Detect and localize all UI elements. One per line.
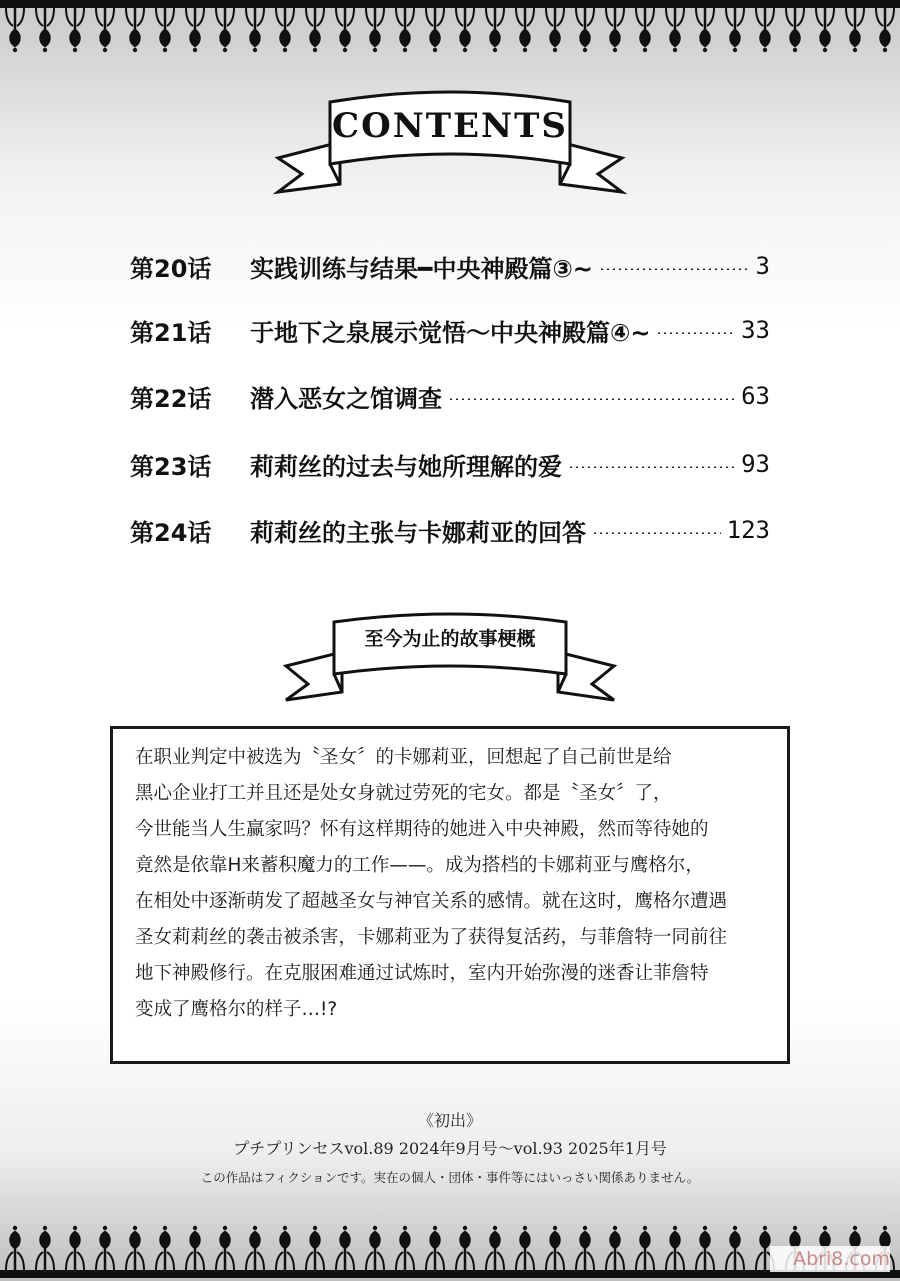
toc-chapter-number: 第24话 bbox=[130, 518, 212, 547]
publication-details: プチプリンセスvol.89 2024年9月号〜vol.93 2025年1月号 bbox=[233, 1139, 667, 1158]
fiction-disclaimer: この作品はフィクションです。実在の個人・団体・事件等にはいっさい関係ありません。 bbox=[200, 1170, 700, 1185]
toc-page-number: 123 bbox=[726, 516, 770, 544]
toc-chapter-title: 于地下之泉展示觉悟〜中央神殿篇④~ bbox=[250, 318, 651, 347]
contents-title: CONTENTS bbox=[332, 106, 568, 146]
synopsis-line: 黑心企业打工并且还是处女身就过劳死的宅女。都是〝圣女〞了， bbox=[135, 783, 672, 804]
synopsis-line: 竟然是依靠H来蓄积魔力的工作——。成为搭档的卡娜莉亚与鹰格尔， bbox=[135, 855, 704, 876]
synopsis-heading: 至今为止的故事梗概 bbox=[364, 628, 536, 650]
toc-chapter-number: 第20话 bbox=[130, 254, 212, 283]
toc-chapter-title: 莉莉丝的过去与她所理解的爱 bbox=[250, 452, 562, 481]
toc-page-number: 63 bbox=[741, 382, 770, 410]
synopsis-line: 圣女莉莉丝的袭击被杀害，卡娜莉亚为了获得复活药，与菲詹特一同前往 bbox=[135, 927, 728, 948]
synopsis-line: 在相处中逐渐萌发了超越圣女与神官关系的感情。就在这时，鹰格尔遭遇 bbox=[135, 891, 728, 912]
toc-leader-dots bbox=[568, 466, 735, 468]
toc-page-number: 33 bbox=[741, 316, 770, 344]
synopsis-box bbox=[110, 726, 790, 1064]
publication-label: 《初出》 bbox=[417, 1111, 482, 1130]
toc-chapter-title: 潜入恶女之馆调查 bbox=[250, 384, 442, 413]
toc-entry-22 bbox=[130, 378, 770, 414]
bottom-decorative-border bbox=[0, 1218, 900, 1278]
toc-chapter-number: 第22话 bbox=[130, 384, 212, 413]
toc-leader-dots bbox=[656, 332, 735, 334]
toc-leader-dots bbox=[448, 398, 735, 400]
toc-entry-20 bbox=[130, 248, 770, 284]
toc-chapter-title: 实践训练与结果━中央神殿篇③~ bbox=[250, 254, 593, 283]
synopsis-line: 在职业判定中被选为〝圣女〞的卡娜莉亚，回想起了自己前世是给 bbox=[135, 747, 672, 768]
toc-chapter-number: 第23话 bbox=[130, 452, 212, 481]
top-decorative-border bbox=[0, 0, 900, 60]
toc-page-number: 3 bbox=[755, 252, 770, 280]
toc-entry-23 bbox=[130, 446, 770, 482]
watermark: Abri8.com bbox=[770, 1246, 890, 1272]
toc-chapter-title: 莉莉丝的主张与卡娜莉亚的回答 bbox=[250, 518, 586, 547]
toc-chapter-number: 第21话 bbox=[130, 318, 212, 347]
synopsis-ribbon bbox=[280, 608, 620, 708]
synopsis-line: 今世能当人生赢家吗？怀有这样期待的她进入中央神殿，然而等待她的 bbox=[135, 819, 709, 840]
synopsis-line: 变成了鹰格尔的样子…!? bbox=[135, 999, 338, 1020]
synopsis-line: 地下神殿修行。在克服困难通过试炼时，室内开始弥漫的迷香让菲詹特 bbox=[135, 963, 709, 984]
toc-leader-dots bbox=[592, 532, 721, 534]
toc-entry-24 bbox=[130, 512, 770, 548]
toc-page-number: 93 bbox=[741, 450, 770, 478]
contents-ribbon bbox=[270, 80, 630, 200]
ribbon-banner-shape bbox=[280, 608, 620, 708]
toc-entry-21 bbox=[130, 312, 770, 348]
toc-leader-dots bbox=[599, 268, 750, 270]
